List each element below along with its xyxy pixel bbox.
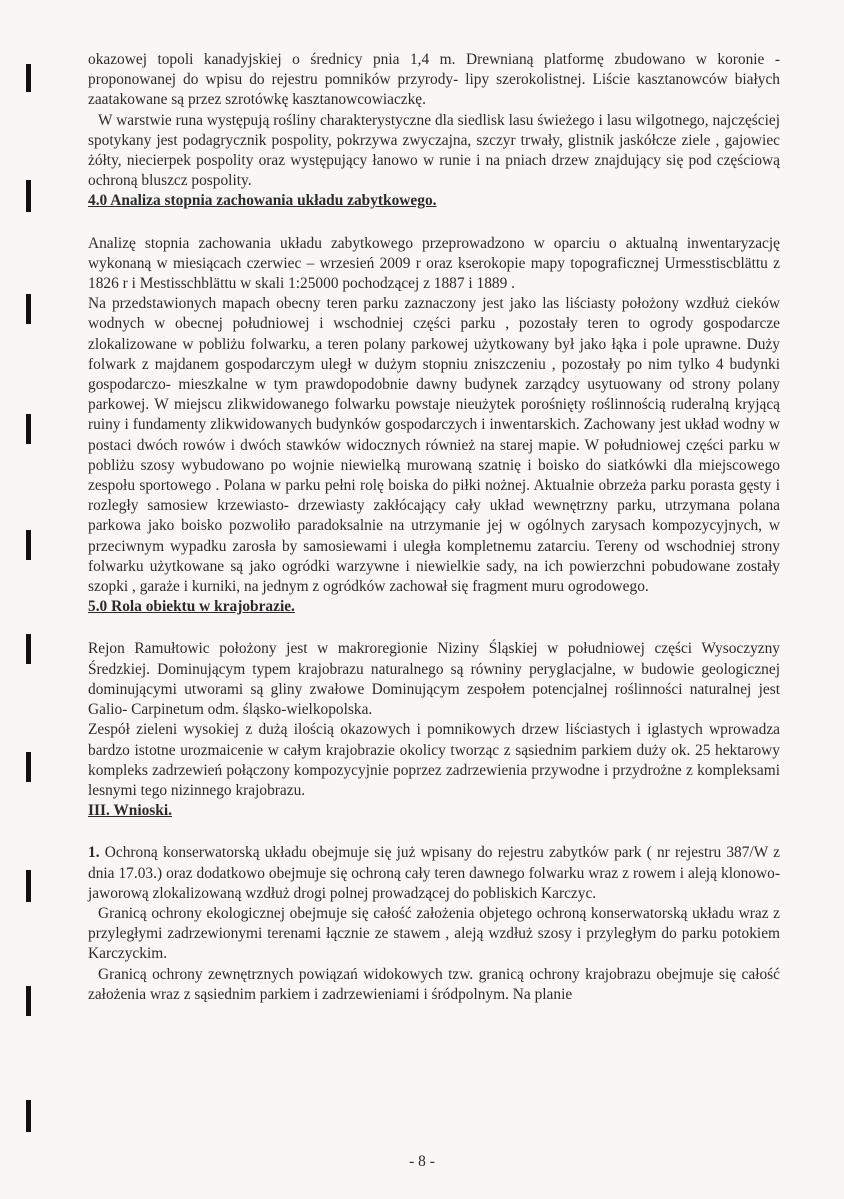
binding-mark: [26, 180, 31, 212]
binding-mark: [26, 294, 31, 324]
numbered-paragraph: [88, 843, 780, 904]
paragraph: Granicą ochrony ekologicznej obejmuje się całość założenia objetego ochroną konserwatorską układu wraz z przyległymi zadrzewionymi terenami łącznie ze stawem , aleją wzdłuż szosy i przyległym do parku potokiem Karczyckim.: [88, 904, 780, 963]
paragraph-number: 1.: [88, 844, 100, 862]
binding-mark: [26, 414, 31, 444]
binding-mark: [26, 530, 31, 560]
section-heading: III. Wnioski.: [88, 802, 172, 820]
binding-mark: [26, 634, 31, 664]
paragraph: okazowej topoli kanadyjskiej o średnicy pnia 1,4 m. Drewnianą platformę zbudowano w koronie - proponowanej do wpisu do rejestru pomników przyrody- lipy szerokolistnej. Liście kasztanowców białych zaatakowane są przez szrotówkę kasztanowcowiaczkę.: [88, 51, 780, 109]
binding-mark: [26, 752, 31, 782]
binding-mark: [26, 870, 31, 902]
paragraph: Na przedstawionych mapach obecny teren parku zaznaczony jest jako las liściasty położony wzdłuż cieków wodnych w obecnej południowej i wschodniej części parku , pozostały teren to ogrody gospodarcze zlokalizowane w pobliżu folwarku, a teren polany parkowej użytkowany był jako łąka i pole uprawne. Duży folwark z majdanem gospodarczym uległ w dużym stopniu zniszczeniu , pozostały po nim tylko 4 budynki gospodarczo- mieszkalne w tym prawdopodobnie dawny budynek zarządcy usytuowany od strony polany parkowej. W miejscu zlikwidowanego folwarku powstaje nieużytek porośnięty roślinnością ruderalną kryjącą ruiny i fundamenty zlikwidowanych budynków gospodarczych i inwentarskich. Zachowany jest układ wodny w postaci dwóch rowów i dwóch stawków widocznych również na starej mapie. W południowej części parku w pobliżu szosy wybudowano po wojnie niewielką murowaną szatnię i boisko do siatkówki dla miejscowego zespołu sportowego . Polana w parku pełni rolę boiska do piłki nożnej. Aktualnie obrzeża parku porasta gęsty i rozległy samosiew krzewiasto- drzewiasty zakłócający cały układ wewnętrzny parku, utrzymana polana parkowa jako boisko pozwoliło paradoksalnie na utrzymanie jej w ogólnych zarysach kompozycyjnych, w przeciwnym wypadku zarosła by samosiewami i uległa kompletnemu zatarciu. Tereny od wschodniej strony folwarku użytkowane są jako ogródki warzywne i niewielkie sady, na ich powierzchni pobudowane zostały szopki , garaże i kurniki, na jednym z ogródków zachował się fragment muru ogrodowego.: [88, 295, 780, 596]
page-number: - 8 -: [409, 1153, 435, 1170]
section-heading: 4.0 Analiza stopnia zachowania układu zabytkowego.: [88, 192, 437, 210]
paragraph: Granicą ochrony zewnętrznych powiązań widokowych tzw. granicą ochrony krajobrazu obejmuje się całość założenia wraz z sąsiednim parkiem i zadrzewieniami i śródpolnym. Na planie: [88, 965, 780, 1003]
binding-mark: [26, 986, 31, 1016]
document-body: [88, 50, 780, 1005]
binding-mark: [26, 1100, 31, 1132]
section-heading: 5.0 Rola obiektu w krajobrazie.: [88, 598, 295, 616]
paragraph: Rejon Ramułtowic położony jest w makroregionie Niziny Śląskiej w południowej części Wysoczyzny Średzkiej. Dominującym typem krajobrazu naturalnego są równiny peryglacjalne, w budowie geologicznej dominującymi utworami są gliny zwałowe Dominującym zespołem potencjalnej roślinności naturalnej jest Galio- Carpinetum odm. śląsko-wielkopolska.: [88, 640, 780, 719]
paragraph: W warstwie runa występują rośliny charakterystyczne dla siedlisk lasu świeżego i lasu wilgotnego, najczęściej spotykany jest podagrycznik pospolity, pokrzywa zwyczajna, szczyr trwały, glistnik jaskółcze ziele , gajowiec żółty, niecierpek pospolity oraz występujący łanowo w runie i na pniach drzew znajdujący się pod częściową ochroną bluszcz pospolity.: [88, 111, 780, 190]
binding-mark: [26, 64, 31, 92]
paragraph-text: Ochroną konserwatorską układu obejmuje się już wpisany do rejestru zabytków park ( nr rejestru 387/W z dnia 17.03.) oraz dodatkowo obejmuje się ochroną cały teren dawnego folwarku wraz z rowem i aleją klonowo- jaworową zlokalizowaną wzdłuż drogi polnej prowadzącej do pobliskich Karczyc.: [88, 844, 780, 902]
paragraph: Analizę stopnia zachowania układu zabytkowego przeprowadzono w oparciu o aktualną inwentaryzację wykonaną w miesiącach czerwiec – wrzesień 2009 r oraz kserokopie mapy topograficznej Urmesstiscblättu z 1826 r i Mestisschblättu w skali 1:25000 pochodzącej z 1887 i 1889 .: [88, 234, 780, 293]
paragraph: Zespół zieleni wysokiej z dużą ilością okazowych i pomnikowych drzew liściastych i iglastych wprowadza bardzo istotne urozmaicenie w całym krajobrazie okolicy tworząc z sąsiednim parkiem duży ok. 25 hektarowy kompleks zadrzewień połączony kompozycyjnie poprzez zadrzewienia przywodne i przydrożne z kompleksami lesnymi tego nizinnego krajobrazu.: [88, 721, 780, 799]
